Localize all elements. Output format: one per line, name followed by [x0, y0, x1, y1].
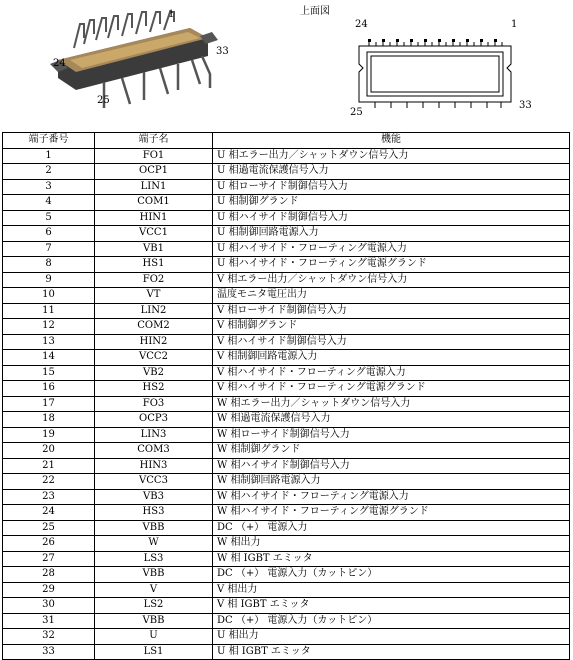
pin-number-cell: 5: [3, 210, 95, 226]
pin-name-cell: U: [95, 629, 213, 645]
pin-function-cell: V 相制御回路電源入力: [213, 350, 570, 366]
pin-24-label: 24: [53, 58, 66, 69]
pin-number-cell: 6: [3, 226, 95, 242]
pin-function-cell: DC （+） 電源入力: [213, 520, 570, 536]
pin-function-cell: W 相 IGBT エミッタ: [213, 551, 570, 567]
pin-number-cell: 9: [3, 272, 95, 288]
pin-function-cell: V 相エラー出力／シャットダウン信号入力: [213, 272, 570, 288]
pin-number-cell: 32: [3, 629, 95, 645]
pin-function-cell: V 相制御グランド: [213, 319, 570, 335]
pin-name-cell: VB1: [95, 241, 213, 257]
pin-number-cell: 28: [3, 567, 95, 583]
pin-number-cell: 10: [3, 288, 95, 304]
pin-function-cell: U 相出力: [213, 629, 570, 645]
pin-number-cell: 14: [3, 350, 95, 366]
table-row: [3, 644, 570, 660]
pin-number-cell: 12: [3, 319, 95, 335]
top-view-diagram: [345, 8, 520, 118]
pin-function-cell: DC （+） 電源入力（カットピン）: [213, 567, 570, 583]
pin-function-table: [2, 132, 570, 660]
pin-name-cell: VCC1: [95, 226, 213, 242]
table-row: [3, 148, 570, 164]
pin-function-cell: U 相ローサイド制御信号入力: [213, 179, 570, 195]
pin-function-cell: U 相過電流保護信号入力: [213, 164, 570, 180]
pin-function-cell: W 相過電流保護信号入力: [213, 412, 570, 428]
table-body: [3, 148, 570, 660]
pin-number-cell: 31: [3, 613, 95, 629]
pin-function-cell: W 相出力: [213, 536, 570, 552]
table-row: [3, 629, 570, 645]
pin-name-cell: COM2: [95, 319, 213, 335]
pin-number-cell: 1: [3, 148, 95, 164]
pin-name-cell: VBB: [95, 613, 213, 629]
table-row: [3, 489, 570, 505]
top-view-pin-1-label: 1: [511, 19, 518, 30]
pin-number-cell: 16: [3, 381, 95, 397]
pin-name-cell: HS1: [95, 257, 213, 273]
pin-number-cell: 22: [3, 474, 95, 490]
package-figures: [0, 0, 573, 130]
table-header-row: [3, 133, 570, 149]
table-row: [3, 443, 570, 459]
pin-name-cell: V: [95, 582, 213, 598]
pin-name-cell: HIN1: [95, 210, 213, 226]
pin-name-cell: COM1: [95, 195, 213, 211]
top-view-pin-24-label: 24: [355, 19, 368, 30]
pin-function-cell: V 相ハイサイド・フローティング電源入力: [213, 365, 570, 381]
pin-name-cell: HS3: [95, 505, 213, 521]
pin-25-label: 25: [97, 95, 110, 106]
table-row: [3, 179, 570, 195]
pin-number-cell: 26: [3, 536, 95, 552]
table-row: [3, 319, 570, 335]
pin-function-cell: 温度モニタ電圧出力: [213, 288, 570, 304]
table-row: [3, 412, 570, 428]
pin-function-cell: U 相 IGBT エミッタ: [213, 644, 570, 660]
pin-number-cell: 17: [3, 396, 95, 412]
table-row: [3, 350, 570, 366]
table-row: [3, 334, 570, 350]
table-row: [3, 567, 570, 583]
pin-function-cell: U 相エラー出力／シャットダウン信号入力: [213, 148, 570, 164]
pin-function-cell: U 相ハイサイド・フローティング電源入力: [213, 241, 570, 257]
table-row: [3, 474, 570, 490]
pin-name-cell: HS2: [95, 381, 213, 397]
pin-name-cell: FO2: [95, 272, 213, 288]
table-row: [3, 536, 570, 552]
pin-function-cell: W 相ハイサイド制御信号入力: [213, 458, 570, 474]
table-row: [3, 613, 570, 629]
pin-number-cell: 29: [3, 582, 95, 598]
pin-function-cell: V 相ハイサイド制御信号入力: [213, 334, 570, 350]
table-row: [3, 164, 570, 180]
pin-name-cell: OCP3: [95, 412, 213, 428]
table-row: [3, 226, 570, 242]
pin-name-cell: COM3: [95, 443, 213, 459]
pin-name-cell: W: [95, 536, 213, 552]
pin-function-cell: V 相 IGBT エミッタ: [213, 598, 570, 614]
table-row: [3, 257, 570, 273]
header-pin-name: 端子名: [95, 133, 213, 149]
pin-function-cell: W 相制御回路電源入力: [213, 474, 570, 490]
pin-name-cell: VT: [95, 288, 213, 304]
table-row: [3, 427, 570, 443]
pin-number-cell: 20: [3, 443, 95, 459]
header-pin-number: 端子番号: [3, 133, 95, 149]
table-row: [3, 396, 570, 412]
table-row: [3, 458, 570, 474]
pin-name-cell: FO3: [95, 396, 213, 412]
pin-number-cell: 15: [3, 365, 95, 381]
pin-number-cell: 25: [3, 520, 95, 536]
pin-name-cell: LS2: [95, 598, 213, 614]
pin-number-cell: 30: [3, 598, 95, 614]
table-row: [3, 241, 570, 257]
pin-name-cell: VBB: [95, 520, 213, 536]
pin-name-cell: LS3: [95, 551, 213, 567]
table-row: [3, 288, 570, 304]
table-row: [3, 303, 570, 319]
table-row: [3, 520, 570, 536]
pin-number-cell: 21: [3, 458, 95, 474]
pin-name-cell: LS1: [95, 644, 213, 660]
pin-number-cell: 18: [3, 412, 95, 428]
pin-function-cell: U 相ハイサイド制御信号入力: [213, 210, 570, 226]
pin-number-cell: 23: [3, 489, 95, 505]
pin-function-cell: W 相ハイサイド・フローティング電源グランド: [213, 505, 570, 521]
table-row: [3, 551, 570, 567]
top-view-title: 上面図: [300, 6, 330, 17]
table-row: [3, 598, 570, 614]
pin-name-cell: VCC2: [95, 350, 213, 366]
pin-name-cell: LIN3: [95, 427, 213, 443]
pin-number-cell: 3: [3, 179, 95, 195]
pin-number-cell: 11: [3, 303, 95, 319]
pin-name-cell: FO1: [95, 148, 213, 164]
pin-name-cell: VCC3: [95, 474, 213, 490]
pin-number-cell: 7: [3, 241, 95, 257]
table-row: [3, 210, 570, 226]
pin-function-cell: W 相ローサイド制御信号入力: [213, 427, 570, 443]
pin-name-cell: HIN3: [95, 458, 213, 474]
pin-name-cell: VBB: [95, 567, 213, 583]
table-row: [3, 195, 570, 211]
pin-function-cell: DC （+） 電源入力（カットピン）: [213, 613, 570, 629]
pin-33-label: 33: [216, 46, 229, 57]
pin-number-cell: 27: [3, 551, 95, 567]
pin-function-cell: U 相ハイサイド・フローティング電源グランド: [213, 257, 570, 273]
pin-number-cell: 13: [3, 334, 95, 350]
pin-name-cell: LIN1: [95, 179, 213, 195]
table-row: [3, 505, 570, 521]
pin-function-cell: W 相制御グランド: [213, 443, 570, 459]
table-row: [3, 582, 570, 598]
table-row: [3, 381, 570, 397]
pin-name-cell: VB3: [95, 489, 213, 505]
pin-name-cell: VB2: [95, 365, 213, 381]
pin-name-cell: HIN2: [95, 334, 213, 350]
top-view-pin-33-label: 33: [519, 100, 532, 111]
pin-number-cell: 2: [3, 164, 95, 180]
pin-function-cell: V 相ローサイド制御信号入力: [213, 303, 570, 319]
pin-1-label: 1: [168, 9, 175, 20]
pin-function-cell: W 相ハイサイド・フローティング電源入力: [213, 489, 570, 505]
pin-function-cell: W 相エラー出力／シャットダウン信号入力: [213, 396, 570, 412]
pin-name-cell: OCP1: [95, 164, 213, 180]
table-row: [3, 365, 570, 381]
pin-number-cell: 24: [3, 505, 95, 521]
pin-function-cell: V 相出力: [213, 582, 570, 598]
pin-function-cell: V 相ハイサイド・フローティング電源グランド: [213, 381, 570, 397]
pin-name-cell: LIN2: [95, 303, 213, 319]
table-row: [3, 272, 570, 288]
top-view-pin-25-label: 25: [350, 107, 363, 118]
pin-number-cell: 8: [3, 257, 95, 273]
package-3d-image: [40, 8, 240, 113]
pin-function-cell: U 相制御グランド: [213, 195, 570, 211]
pin-number-cell: 19: [3, 427, 95, 443]
pin-number-cell: 33: [3, 644, 95, 660]
header-function: 機能: [213, 133, 570, 149]
pin-function-cell: U 相制御回路電源入力: [213, 226, 570, 242]
pin-number-cell: 4: [3, 195, 95, 211]
